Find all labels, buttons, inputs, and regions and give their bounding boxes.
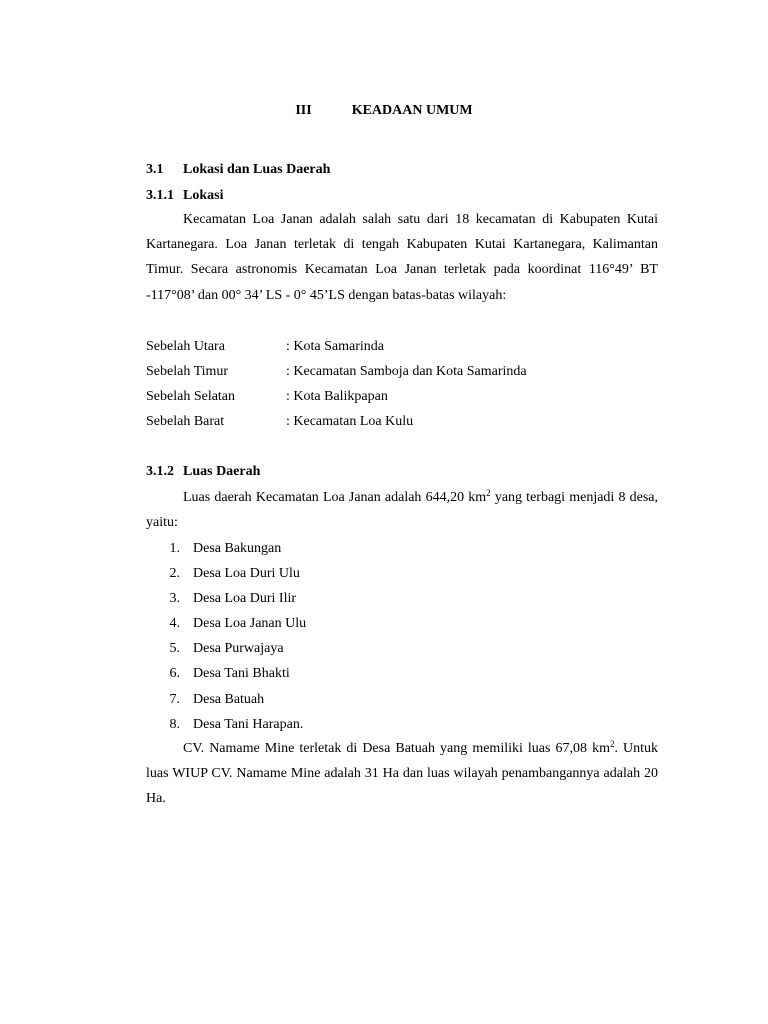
section-heading-3-1-1 (146, 188, 658, 204)
section-heading-3-1 (146, 162, 658, 178)
list-item: 2. Desa Loa Duri Ulu (169, 566, 300, 582)
chapter-heading (0, 103, 768, 119)
section-number: 3.1.2 (146, 464, 174, 479)
luas-paragraph: Luas daerah Kecamatan Loa Janan adalah 644,20 $km^2$ yang terbagi menjadi 8 desa, yaitu: (146, 488, 658, 531)
lokasi-paragraph: Kecamatan Loa Janan adalah salah satu dari 18 kecamatan di Kabupaten Kutai Kartanegara. Loa Janan terletak di tengah Kabupaten Kutai Kartanegara, Kalimantan Timur. Secara astronomis Kecamatan Loa Janan terletak pada koordinat 116°49’ BT -117°08’ dan 00° 34’ LS - 0° 45’LS dengan batas-batas wilayah: (146, 212, 658, 303)
section-heading-3-1-2 (146, 464, 658, 480)
section-number: 3.1.1 (146, 188, 174, 203)
boundaries-table (146, 334, 658, 434)
section-title: Lokasi (183, 188, 224, 203)
desa-list (146, 536, 658, 737)
list-item: 5. Desa Purwajaya (169, 641, 284, 657)
section-title: Luas Daerah (183, 464, 261, 479)
section-number: 3.1 (146, 162, 164, 177)
list-item: 1. Desa Bakungan (169, 541, 282, 556)
chapter-number: III (295, 103, 312, 118)
closing-paragraph: CV. Namame Mine terletak di Desa Batuah yang memiliki luas 67,08 $km^2$. Untuk luas WIUP CV. Namame Mine adalah 31 Ha dan luas wilayah penambangannya adalah 20 Ha. (146, 739, 658, 807)
list-item: 8. Desa Tani Harapan. (169, 716, 304, 732)
list-item: 3. Desa Loa Duri Ilir (169, 591, 297, 607)
boundary-row: Sebelah Utara : Kota Samarinda (146, 339, 384, 354)
list-item: 6. Desa Tani Bhakti (169, 666, 290, 682)
boundary-row: Sebelah Barat : Kecamatan Loa Kulu (146, 414, 414, 429)
section-title: Lokasi dan Luas Daerah (183, 162, 331, 177)
chapter-title: KEADAAN UMUM (351, 103, 473, 118)
list-item: 7. Desa Batuah (169, 691, 265, 707)
boundary-row: Sebelah Selatan : Kota Balikpapan (146, 389, 388, 404)
boundary-row: Sebelah Timur : Kecamatan Samboja dan Kota Samarinda (146, 364, 527, 379)
list-item: 4. Desa Loa Janan Ulu (169, 616, 307, 632)
